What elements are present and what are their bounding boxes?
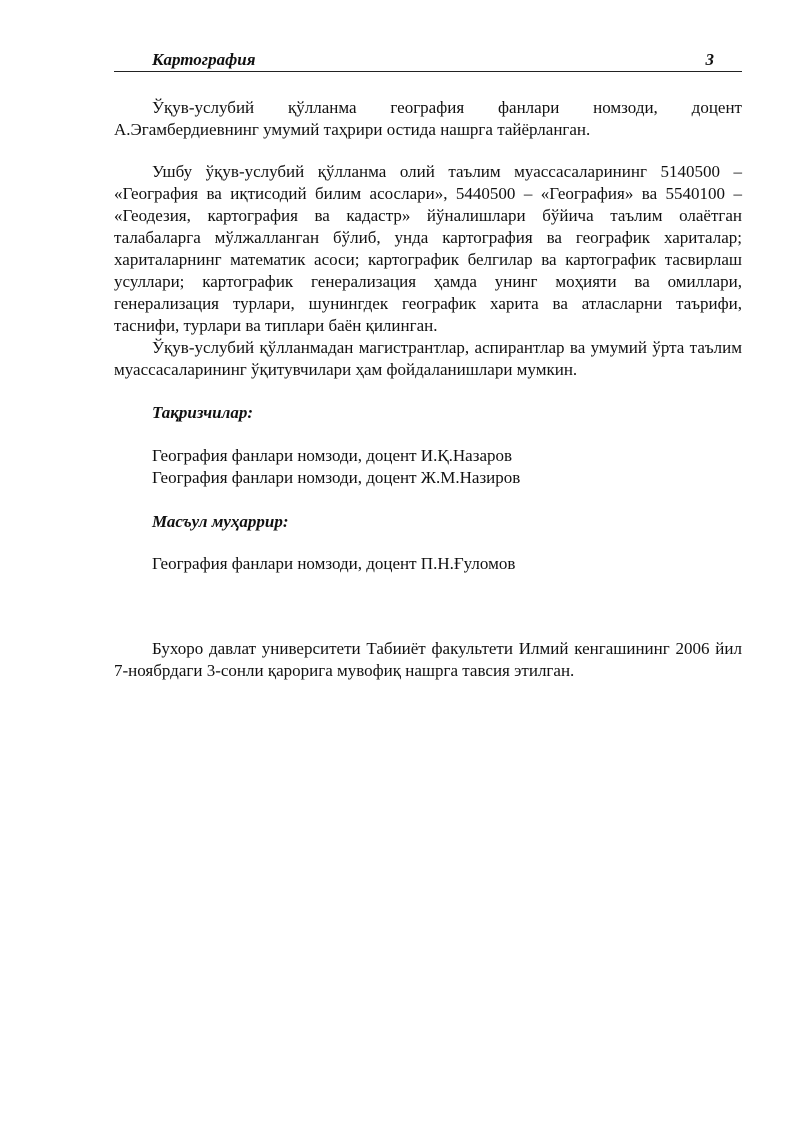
reviewer-1: География фанлари номзоди, доцент И.Қ.Назаров — [152, 446, 513, 465]
running-header — [114, 47, 742, 72]
reviewer-2: География фанлари номзоди, доцент Ж.М.Назиров — [152, 468, 521, 487]
editor-name: География фанлари номзоди, доцент П.Н.Ғуломов — [152, 554, 516, 573]
audience-paragraph: Ўқув-услубий қўлланмадан магистрантлар, аспирантлар ва умумий ўрта таълим муассасаларининг ўқитувчилари ҳам фойдаланишлари мумкин. — [114, 338, 742, 379]
approval-paragraph: Бухоро давлат университети Табииёт факультети Илмий кенгашининг 2006 йил 7-ноябрдаги 3-сонли қарорига мувофиқ нашрга тавсия этилган. — [114, 639, 742, 680]
page-number: 3 — [705, 50, 714, 69]
purpose-paragraph: Ушбу ўқув-услубий қўлланма олий таълим муассасаларининг 5140500 – «География ва иқтисодий билим асослари», 5440500 – «География» ва 5540100 – «Геодезия, картография ва кадастр» йўналишлари бўйича таълим олаётган талабаларга мўлжалланган бўлиб, унда картография ва географик хариталар; хариталарнинг математик асоси; картографик белгилар ва картографик тасвирлаш усуллари; картографик генерализация ҳамда унинг моҳияти ва омиллари, генерализация турлари, шунингдек географик харита ва атласларни таърифи, таснифи, турлари ва типлари баён қилинган. — [114, 162, 742, 335]
header-title: Картография — [152, 50, 256, 69]
reviewers-heading: Тақризчилар: — [152, 403, 254, 422]
intro-paragraph: Ўқув-услубий қўлланма география фанлари номзоди, доцент А.Эгамбердиевнинг умумий таҳрири остида нашрга тайёрланган. — [114, 98, 742, 139]
editor-heading: Масъул муҳаррир: — [152, 512, 289, 531]
